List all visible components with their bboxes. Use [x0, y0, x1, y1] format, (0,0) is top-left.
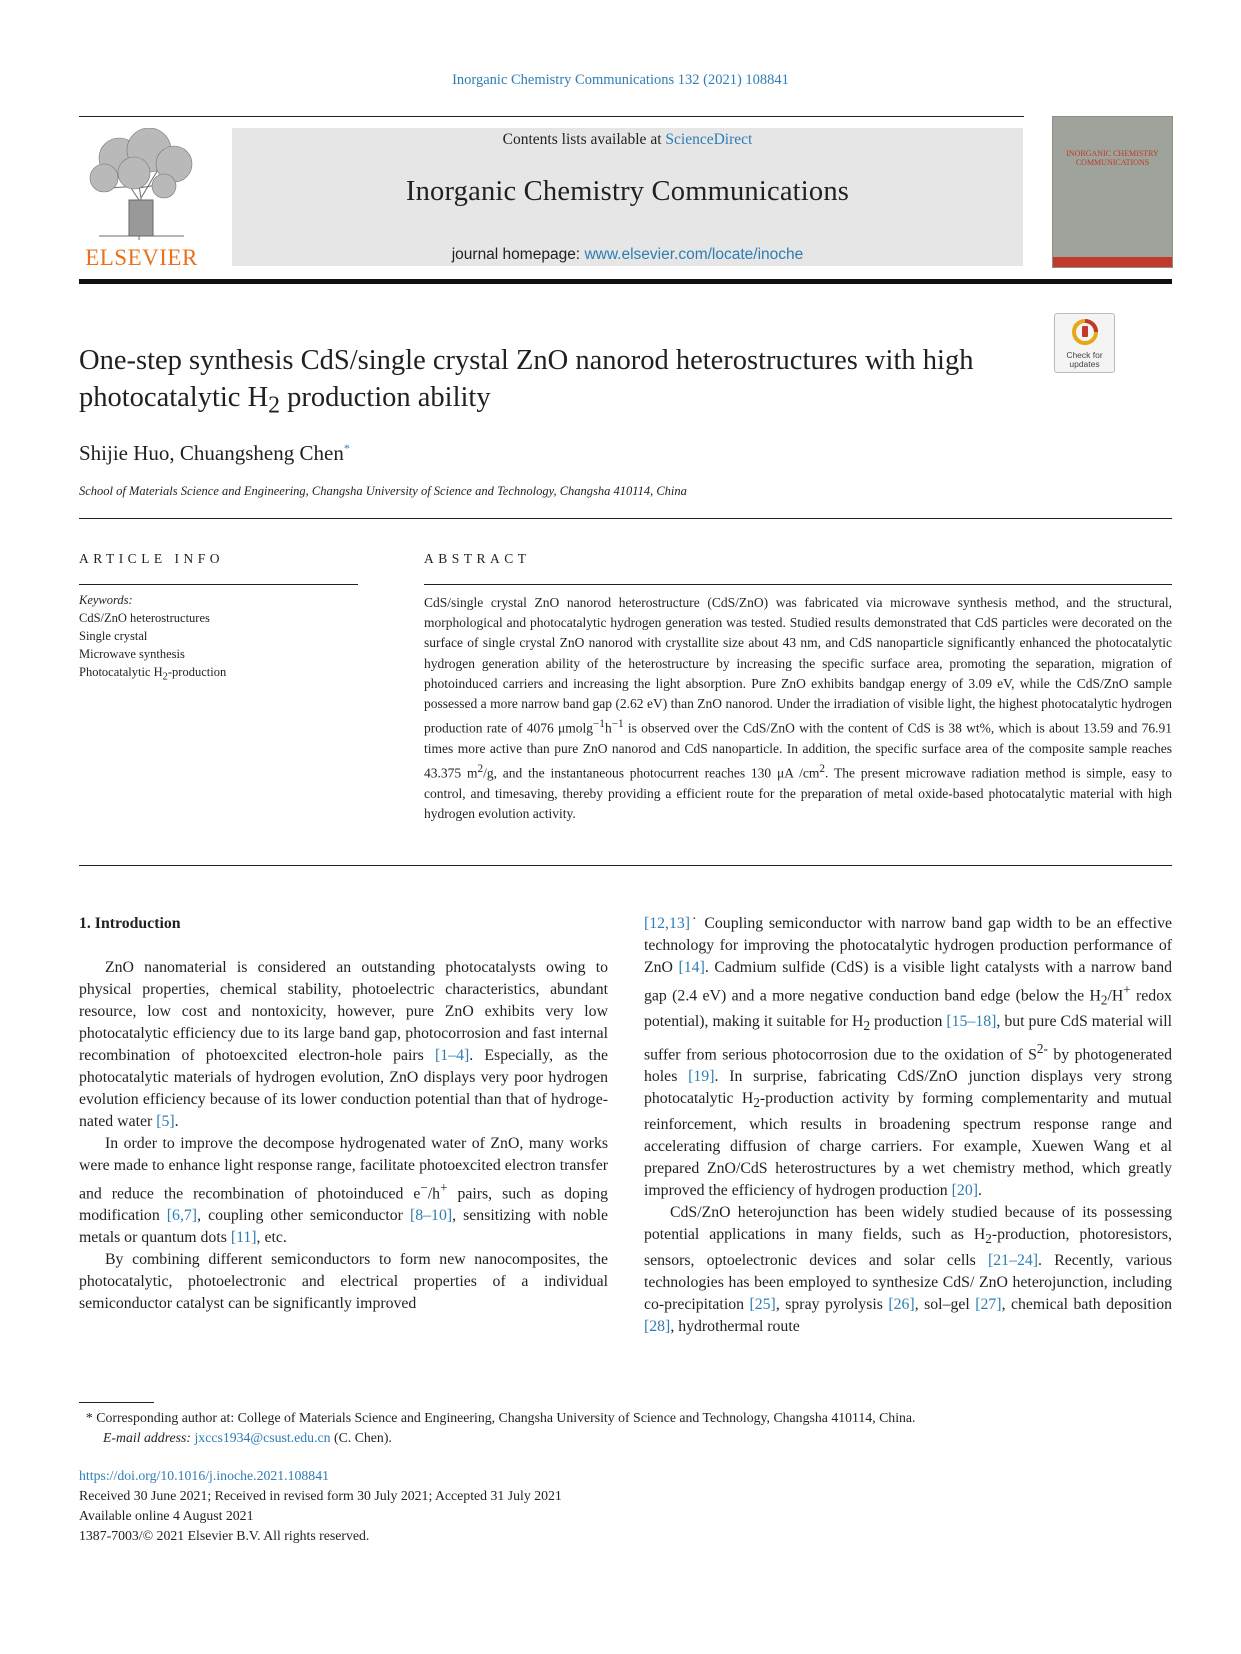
superscript: +	[440, 1180, 448, 1195]
text: By combining different semiconductors to form new nanocomposites, the photocatalytic, photoelectronic and electrical properties of a individual semiconductor catalyst can be significantly improved	[79, 1251, 608, 1313]
text: .	[977, 1182, 982, 1199]
text: . Especially, as the photocatalytic materials of hydrogen evolution, ZnO displays very poor hydrogen evolution efficiency because of its lower conduction potential than that of hydrogenated water	[79, 1047, 608, 1130]
authors	[79, 441, 350, 466]
abstract-superscript: 2	[477, 763, 484, 776]
contents-prefix: Contents lists available at	[502, 131, 666, 148]
corresponding-author-note	[79, 1408, 1172, 1428]
contents-line	[232, 131, 1023, 149]
abstract-end-divider	[79, 865, 1172, 866]
journal-cover-thumbnail[interactable]	[1052, 116, 1173, 268]
article-info-heading: ARTICLE INFO	[79, 551, 225, 566]
abstract-divider	[424, 584, 1172, 585]
journal-reference-link[interactable]: Inorganic Chemistry Communications 132 (2021) 108841	[452, 72, 789, 88]
email-suffix: (C. Chen).	[330, 1430, 392, 1445]
citation-link[interactable]: [26]	[888, 1296, 915, 1314]
citation-link[interactable]: [12,13]	[644, 915, 691, 932]
subscript: 2	[753, 1095, 760, 1110]
text: -production activity by forming complementarity and mutual reinforcement, which results in broadening spectrum response range and accelerating diffusion of charge carriers. For example, Xuewen Wang et al prepared ZnO/CdS heterostructures by a wet chemistry method, which greatly improved the efficiency of hydrogen production	[644, 1089, 1172, 1199]
keywords-block	[79, 591, 226, 687]
abstract-heading: ABSTRACT	[424, 551, 531, 566]
citation-link[interactable]: [19]	[688, 1067, 715, 1085]
text: , but pure CdS material will suffer from serious photocorrosion due to the oxidation of S	[644, 1013, 1172, 1063]
copyright: 1387-7003/© 2021 Elsevier B.V. All rights reserved.	[79, 1528, 370, 1543]
header-thick-divider	[79, 279, 1172, 284]
superscript: +	[1123, 982, 1131, 997]
citation-link[interactable]: [14]	[678, 959, 705, 976]
abstract-text	[424, 593, 1172, 824]
keywords-label: Keywords:	[79, 593, 133, 607]
paragraph	[79, 957, 608, 1133]
cover-title: INORGANIC CHEMISTRY COMMUNICATIONS	[1066, 149, 1159, 167]
footnote-divider	[79, 1402, 154, 1403]
footnote-mark: *	[85, 1410, 93, 1425]
text: CdS/ZnO heterojunction has been widely studied because of its possessing potential applications in many fields, such as H	[644, 1204, 1172, 1243]
citation-link[interactable]: [11]	[230, 1229, 257, 1247]
text: . Cadmium sulfide (CdS) is a visible light catalysts with a narrow band gap (2.4 eV) and a more negative conduction band edge (below the H	[644, 959, 1173, 1005]
check-updates-icon	[1072, 319, 1098, 345]
subscript: 2	[1100, 992, 1108, 1008]
article-info-divider	[79, 584, 358, 585]
text: redox potential), making it suitable for H	[644, 987, 1172, 1031]
citation-link[interactable]: [28]	[644, 1318, 671, 1336]
title-subscript: 2	[268, 392, 281, 419]
text: by photogenerated holes	[644, 1045, 1172, 1085]
body-left-column	[79, 913, 608, 1315]
text: /h	[427, 1185, 441, 1203]
subscript: 2	[985, 1231, 992, 1247]
affiliation: School of Materials Science and Engineering, Changsha University of Science and Technology, Changsha 410114, China	[79, 484, 687, 498]
author-huo[interactable]: Shijie Huo	[79, 441, 170, 465]
citation-link[interactable]: [20]	[951, 1182, 978, 1199]
title-divider	[79, 518, 1172, 519]
text: production	[870, 1013, 947, 1031]
abstract-part: h	[604, 720, 612, 736]
elsevier-wordmark: ELSEVIER	[85, 245, 198, 270]
subscript: 2	[863, 1018, 871, 1034]
abstract-superscript: −1	[611, 718, 624, 731]
text: -production, photoresistors, sensors, optoelectronic devices and solar cells	[644, 1226, 1172, 1270]
paragraph	[79, 1133, 608, 1249]
keyword-item: CdS/ZnO heterostructures	[79, 611, 210, 625]
text: In order to improve the decompose hydrogenated water of ZnO, many works were made to enhance light response range, facilitate photoexcited electron transfer and reduce the recombination of photoinduced e	[79, 1135, 608, 1203]
text: . In surprise, fabricating CdS/ZnO junction displays very strong photocatalytic H	[644, 1067, 1172, 1107]
text: ˙ Coupling semiconductor with narrow band gap width to be an effective technology for improving the photocatalytic hydrogen production performance of ZnO	[644, 915, 1172, 976]
text: .	[174, 1113, 179, 1130]
text: , hydrothermal route	[670, 1318, 800, 1336]
citation-link[interactable]: [25]	[749, 1296, 776, 1314]
keyword-item: Microwave synthesis	[79, 647, 185, 661]
text: , coupling other semiconductor	[197, 1207, 410, 1225]
email-label: E-mail address:	[103, 1430, 195, 1445]
text: , spray pyrolysis	[775, 1296, 889, 1314]
text: /H	[1107, 987, 1124, 1005]
doi-link[interactable]: https://doi.org/10.1016/j.inoche.2021.108841	[79, 1468, 330, 1483]
introduction-heading: 1. Introduction	[79, 915, 181, 932]
abstract-part: /g, and the instantaneous photocurrent reaches 130 μA /cm	[483, 765, 820, 781]
abstract-part: CdS/single crystal ZnO nanorod heterostructure (CdS/ZnO) was fabricated via microwave synthesis method, and the structural, morphological and photocatalytic hydrogen generation was tested. Studied results demonstrated that CdS particles were decorated on the surface of single crystal ZnO nanorod with crystallite size about 43 nm, and CdS nanoparticle significantly enhanced the photocatalytic hydrogen generation ability of the heterostructure by increasing the specific surface area, promoting the separation, migration of photoinduced carriers and increasing the light absorption. Pure ZnO exhibits bandgap energy of 3.09 eV, while the CdS/ZnO sample possessed a more narrow band gap (2.62 eV) than ZnO nanorod. Under the irradiation of visible light, the highest photocatalytic hydrogen production rate of 4076 μmolg	[424, 595, 1172, 736]
keyword-item	[79, 663, 226, 687]
keyword-subscript: 2	[162, 671, 168, 683]
paragraph	[644, 913, 1172, 1202]
citation-link[interactable]: [6,7]	[166, 1207, 198, 1225]
text: ZnO nanomaterial is considered an outstanding photocatalysts owing to physical properties, chemical stability, photoelectric characteristics, abundant resource, low cost and nontoxicity, however, pure ZnO exhibits very low photocatalytic efficiency due to its large band gap, photocorrosion and fast internal recombination of photoexcited electron-hole pairs	[79, 959, 608, 1064]
keyword-text-end: -production	[167, 665, 227, 679]
text: . Recently, various technologies has been employed to synthesize CdS/ ZnO heterojunction, including co-precipitation	[644, 1252, 1173, 1314]
paragraph	[79, 1249, 608, 1315]
homepage-line	[232, 246, 1023, 264]
text: , sensitizing with noble metals or quantum dots	[79, 1207, 608, 1247]
available-online: Available online 4 August 2021	[79, 1508, 254, 1523]
citation-link[interactable]: [21–24]	[988, 1252, 1039, 1270]
cover-strip	[1053, 257, 1172, 267]
top-divider	[79, 116, 1024, 117]
publication-meta	[79, 1466, 562, 1546]
email-link[interactable]: jxccs1934@csust.edu.cn	[194, 1430, 331, 1445]
received-dates: Received 30 June 2021; Received in revised form 30 July 2021; Accepted 31 July 2021	[79, 1488, 562, 1503]
check-updates-label: Check for updates	[1066, 350, 1103, 369]
body-right-column	[644, 913, 1172, 1338]
corresponding-author-mark[interactable]: *	[343, 441, 350, 455]
keyword-item: Single crystal	[79, 629, 148, 643]
text: pairs, such as doping modification	[79, 1185, 608, 1225]
text: , sol–gel	[914, 1296, 976, 1314]
paragraph	[644, 1202, 1172, 1338]
citation-link[interactable]: [8–10]	[410, 1207, 453, 1225]
check-for-updates-button[interactable]	[1054, 313, 1115, 373]
abstract-superscript: −1	[592, 718, 605, 731]
title-text: One-step synthesis CdS/single crystal ZnO nanorod heterostructures with high photocatalytic H	[79, 345, 974, 413]
abstract-superscript: 2	[819, 763, 825, 776]
author-chen[interactable]: Chuangsheng Chen	[179, 441, 344, 465]
email-line	[79, 1428, 1172, 1448]
keyword-text: Photocatalytic H	[79, 665, 163, 679]
footnote-text: Corresponding author at: College of Materials Science and Engineering, Changsha University of Science and Technology, Changsha 410114, China.	[92, 1410, 916, 1425]
superscript: −	[420, 1180, 428, 1195]
homepage-link[interactable]: www.elsevier.com/locate/inoche	[584, 246, 804, 263]
citation-link[interactable]: [5]	[156, 1113, 175, 1130]
author-separator: ,	[169, 441, 180, 465]
title-text-end: production ability	[280, 382, 491, 413]
journal-title: Inorganic Chemistry Communications	[405, 176, 850, 207]
abstract-part: . The present microwave radiation method is simple, easy to control, and timesaving, thereby providing a efficient route for the preparation of metal oxide-based photocatalytic material with high hydrogen evolution activity.	[424, 765, 1172, 822]
citation-link[interactable]: [27]	[975, 1296, 1002, 1314]
footnote	[79, 1408, 1172, 1448]
citation-link[interactable]: [15–18]	[946, 1013, 997, 1031]
text: , chemical bath deposition	[1001, 1296, 1172, 1314]
homepage-prefix: journal homepage:	[451, 246, 585, 263]
citation-link[interactable]: [1–4]	[435, 1047, 470, 1064]
abstract-part: is observed over the CdS/ZnO with the content of CdS is 38 wt%, which is about 13.59 and 76.91 times more active than pure ZnO nanorod and CdS nanoparticle. In addition, the specific surface area of the composite sample reaches 43.375 m	[424, 720, 1172, 781]
sciencedirect-link[interactable]: ScienceDirect	[665, 131, 753, 148]
text: , etc.	[256, 1229, 287, 1247]
article-title	[79, 342, 1029, 425]
superscript: 2-	[1036, 1040, 1048, 1056]
